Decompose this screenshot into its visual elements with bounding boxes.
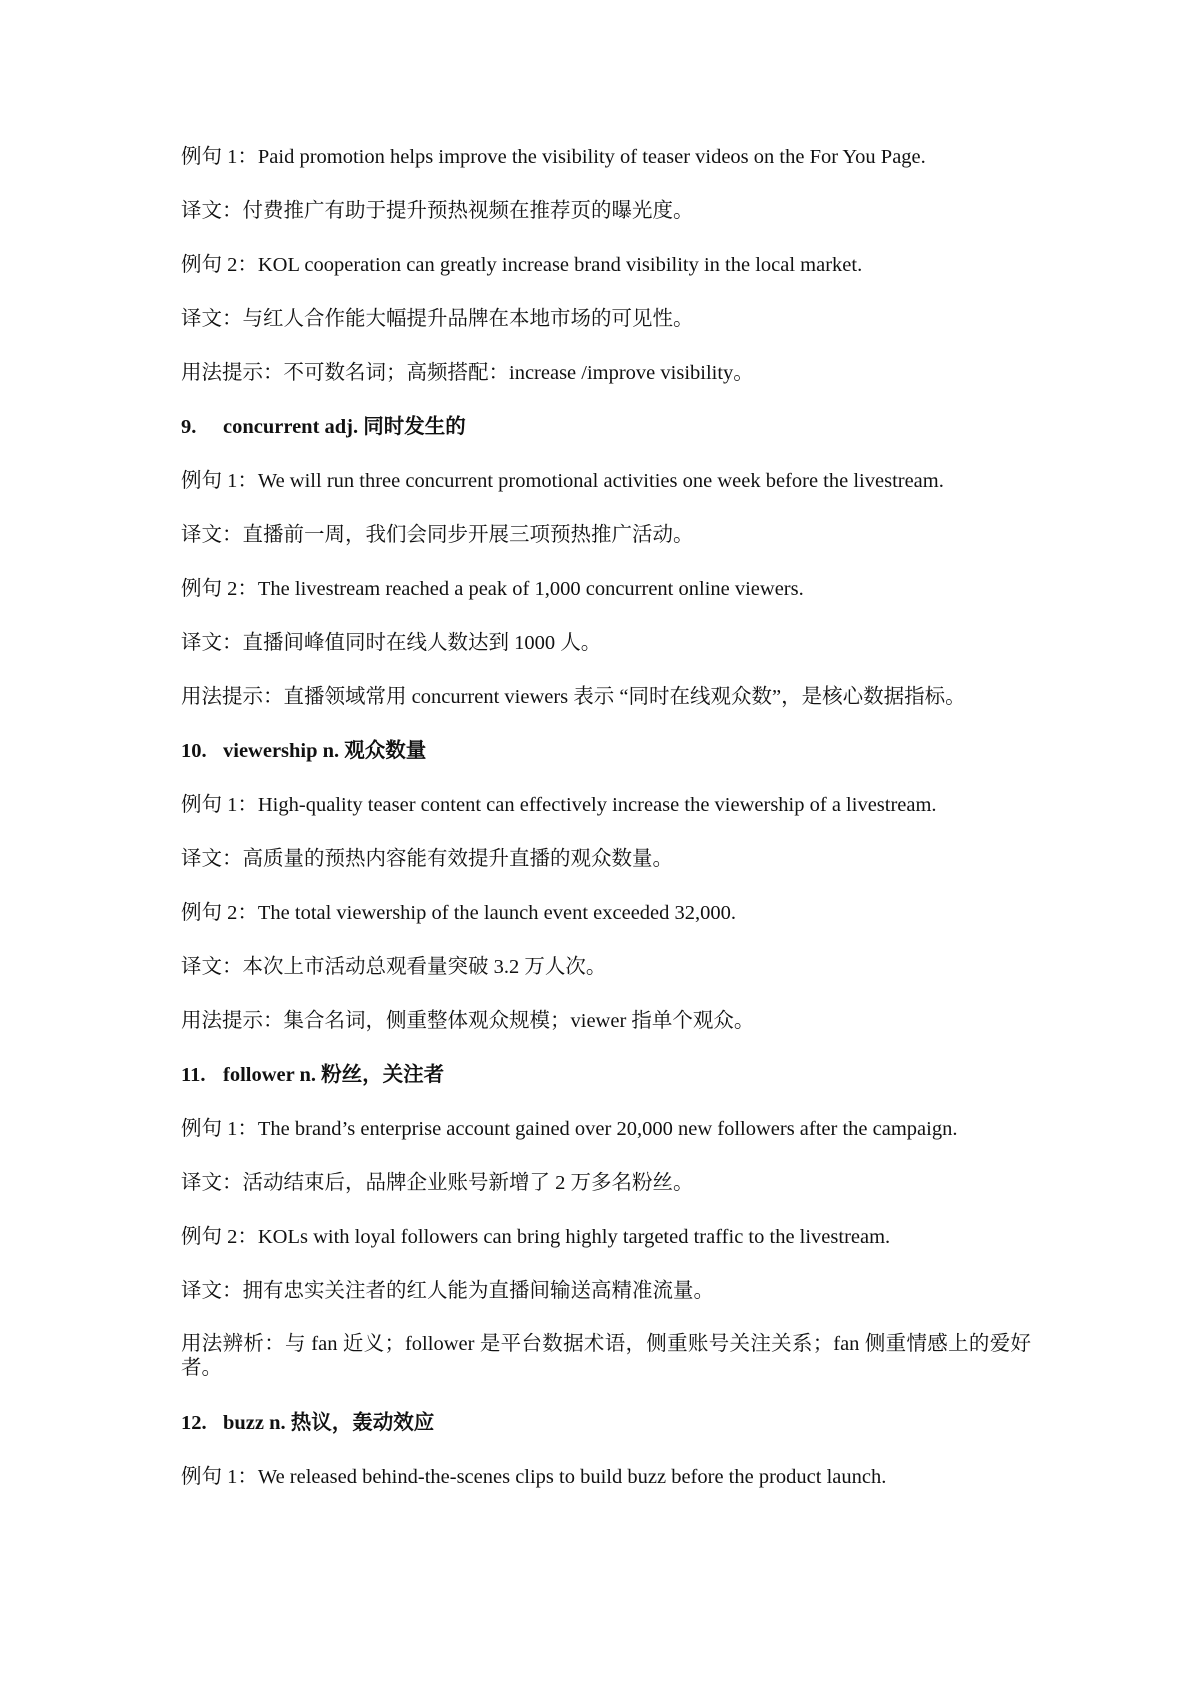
example-sentence: 例句 1：Paid promotion helps improve the visibility of teaser videos on the For You Page.	[181, 146, 926, 168]
translation-line: 译文：直播前一周，我们会同步开展三项预热推广活动。	[181, 524, 694, 546]
vocab-title: follower n. 粉丝，关注者	[223, 1064, 445, 1086]
example-sentence: 例句 1：High-quality teaser content can effectively increase the viewership of a livestream.	[181, 794, 937, 816]
vocab-heading	[181, 1410, 1031, 1436]
vocab-title: viewership n. 观众数量	[223, 740, 427, 762]
translation-line: 译文：付费推广有助于提升预热视频在推荐页的曝光度。	[181, 200, 694, 222]
vocab-number: 11.	[181, 1064, 206, 1086]
translation-line: 译文：活动结束后，品牌企业账号新增了 2 万多名粉丝。	[181, 1172, 694, 1194]
example-sentence: 例句 2：KOLs with loyal followers can bring highly targeted traffic to the livestream.	[181, 1226, 891, 1248]
example-sentence: 例句 2：The total viewership of the launch event exceeded 32,000.	[181, 902, 737, 924]
example-sentence: 例句 2：The livestream reached a peak of 1,000 concurrent online viewers.	[181, 578, 804, 600]
usage-note: 用法辨析：与 fan 近义；follower 是平台数据术语，侧重账号关注关系；fan 侧重情感上的爱好者。	[181, 1333, 1031, 1379]
vocab-number: 9.	[181, 416, 197, 438]
vocab-heading	[181, 738, 1031, 764]
example-sentence: 例句 1：We will run three concurrent promotional activities one week before the livestream.	[181, 470, 944, 492]
translation-line: 译文：高质量的预热内容能有效提升直播的观众数量。	[181, 848, 673, 870]
usage-note: 用法提示：不可数名词；高频搭配：increase /improve visibility。	[181, 362, 754, 384]
usage-note: 用法提示：直播领域常用 concurrent viewers 表示 “同时在线观众数”，是核心数据指标。	[181, 686, 966, 708]
vocab-title: concurrent adj. 同时发生的	[223, 416, 466, 438]
translation-line: 译文：直播间峰值同时在线人数达到 1000 人。	[181, 632, 602, 654]
example-sentence: 例句 2：KOL cooperation can greatly increase brand visibility in the local market.	[181, 254, 863, 276]
example-sentence: 例句 1：The brand’s enterprise account gained over 20,000 new followers after the campaign.	[181, 1118, 958, 1140]
vocab-title: buzz n. 热议，轰动效应	[223, 1412, 435, 1434]
translation-line: 译文：与红人合作能大幅提升品牌在本地市场的可见性。	[181, 308, 694, 330]
translation-line: 译文：本次上市活动总观看量突破 3.2 万人次。	[181, 956, 607, 978]
usage-note: 用法提示：集合名词，侧重整体观众规模；viewer 指单个观众。	[181, 1010, 755, 1032]
vocab-number: 12.	[181, 1412, 207, 1434]
translation-line: 译文：拥有忠实关注者的红人能为直播间输送高精准流量。	[181, 1280, 714, 1302]
vocab-heading	[181, 1062, 1031, 1088]
example-sentence: 例句 1：We released behind-the-scenes clips to build buzz before the product launch.	[181, 1466, 887, 1488]
vocab-number: 10.	[181, 740, 207, 762]
vocab-heading	[181, 414, 1031, 440]
